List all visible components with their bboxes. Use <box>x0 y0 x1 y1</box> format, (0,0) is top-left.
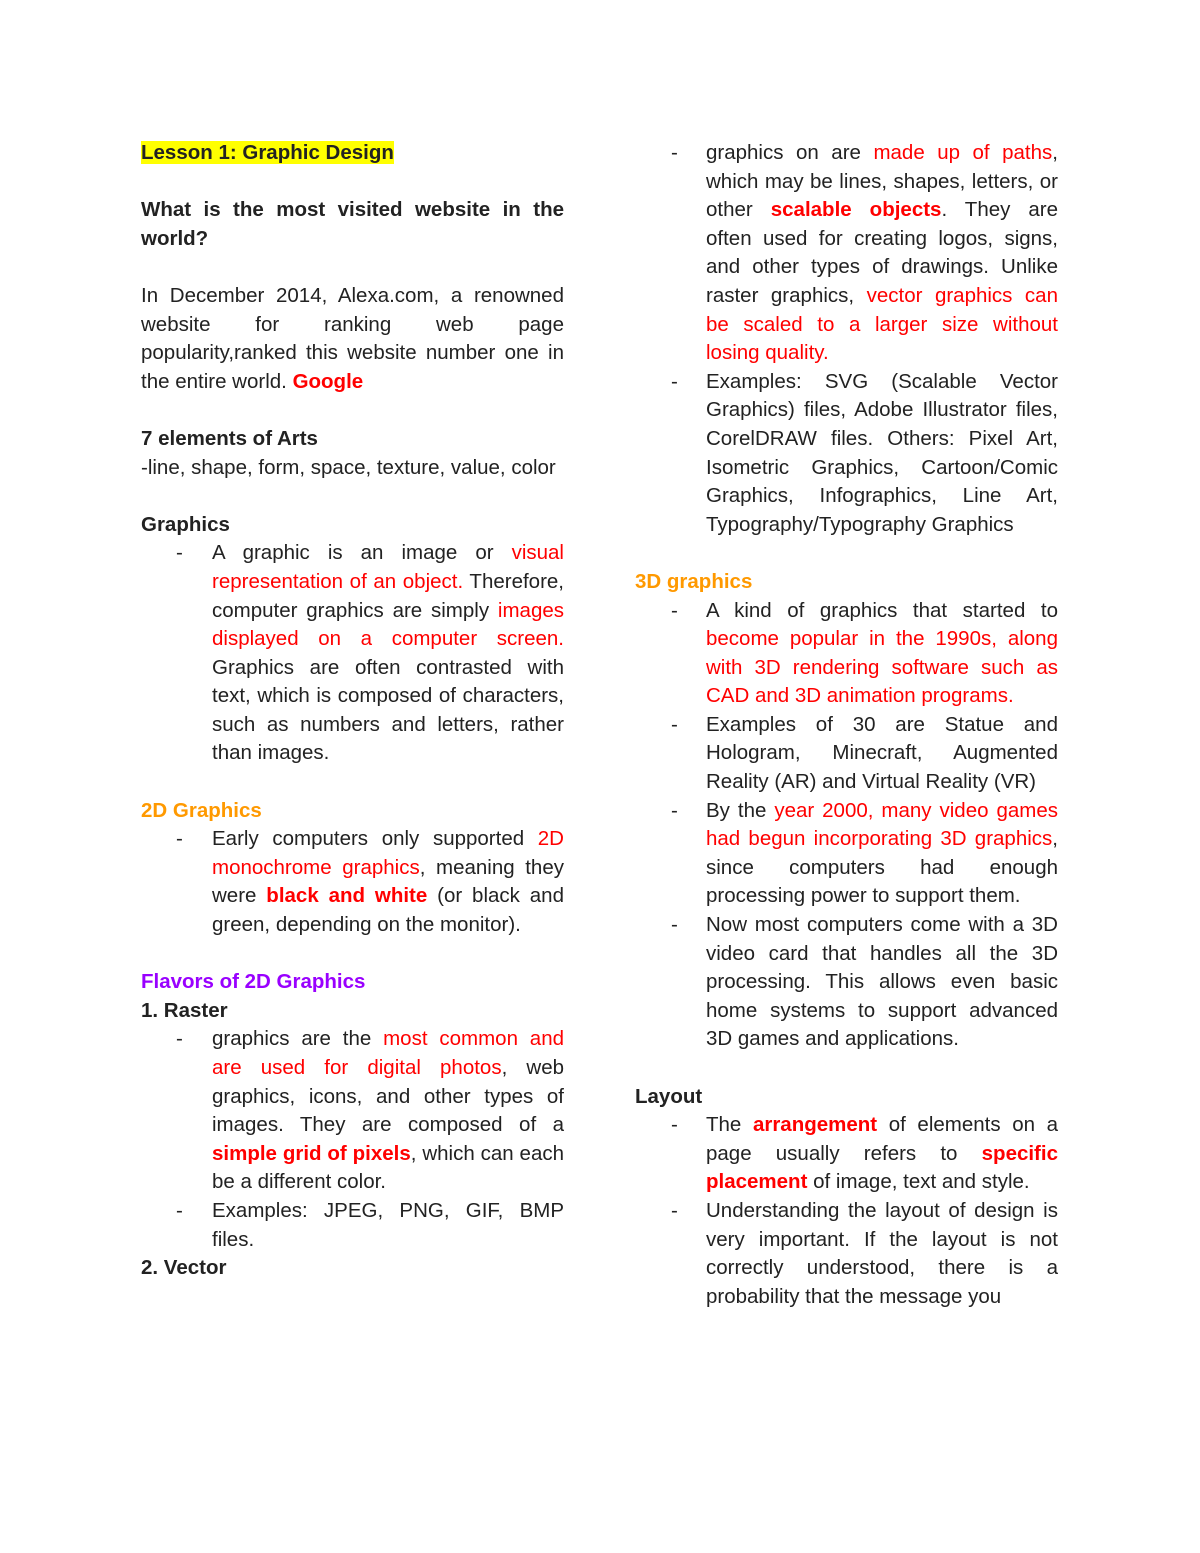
list-item: - By the year 2000, many video games had begun incorporating 3D graphics, since computers had enough processing power to support them. <box>635 797 1058 911</box>
elements-heading: 7 elements of Arts <box>141 426 318 450</box>
list-item: - Examples: SVG (Scalable Vector Graphics) files, Adobe Illustrator files, CorelDRAW files. Others: Pixel Art, Isometric Graphics, Cartoon/Comic Graphics, Infographics, Line Art, Typography/Typography Graphics <box>635 368 1058 540</box>
3d-graphics-list <box>635 597 1058 1055</box>
list-item: - Understanding the layout of design is very important. If the layout is not correctly understood, there is a probability that the message you <box>635 1197 1058 1311</box>
list-item: - graphics are the most common and are used for digital photos, web graphics, icons, and other types of images. They are composed of a simple grid of pixels, which can each be a different color. <box>141 1025 564 1197</box>
lesson-title: Lesson 1: Graphic Design <box>141 141 394 164</box>
flavors-heading: Flavors of 2D Graphics <box>141 970 366 994</box>
raster-list <box>141 1025 564 1254</box>
question-heading: What is the most visited website in the world? <box>141 198 564 250</box>
intro-paragraph: In December 2014, Alexa.com, a renowned website for ranking web page popularity,ranked this website number one in the entire world. Google <box>141 283 564 393</box>
list-item: - Early computers only supported 2D monochrome graphics, meaning they were black and white (or black and green, depending on the monitor). <box>141 825 564 939</box>
vector-list <box>635 139 1058 539</box>
layout-list <box>635 1111 1058 1311</box>
list-item: - Now most computers come with a 3D video card that handles all the 3D processing. This allows even basic home systems to support advanced 3D games and applications. <box>635 911 1058 1054</box>
left-column <box>141 139 564 1283</box>
list-item: - A kind of graphics that started to become popular in the 1990s, along with 3D rendering software such as CAD and 3D animation programs. <box>635 597 1058 711</box>
list-item: - Examples: JPEG, PNG, GIF, BMP files. <box>141 1197 564 1254</box>
raster-heading: 1. Raster <box>141 998 228 1022</box>
vector-heading: 2. Vector <box>141 1256 227 1280</box>
list-item: - A graphic is an image or visual representation of an object. Therefore, computer graphics are simply images displayed on a computer screen. Graphics are often contrasted with text, which is composed of characters, such as numbers and letters, rather than images. <box>141 539 564 768</box>
2d-graphics-list <box>141 825 564 939</box>
elements-list: -line, shape, form, space, texture, value, color <box>141 455 556 479</box>
3d-graphics-heading: 3D graphics <box>635 569 753 593</box>
list-item: - The arrangement of elements on a page usually refers to specific placement of image, text and style. <box>635 1111 1058 1197</box>
right-column <box>635 139 1058 1311</box>
intro-answer: Google <box>292 369 364 393</box>
layout-heading: Layout <box>635 1084 703 1108</box>
list-item: - Examples of 30 are Statue and Hologram, Minecraft, Augmented Reality (AR) and Virtual Reality (VR) <box>635 711 1058 797</box>
graphics-list <box>141 539 564 768</box>
2d-graphics-heading: 2D Graphics <box>141 798 262 822</box>
list-item: - graphics on are made up of paths, which may be lines, shapes, letters, or other scalable objects. They are often used for creating logos, signs, and other types of drawings. Unlike raster graphics, vector graphics can be scaled to a larger size without losing quality. <box>635 139 1058 368</box>
graphics-heading: Graphics <box>141 512 230 536</box>
